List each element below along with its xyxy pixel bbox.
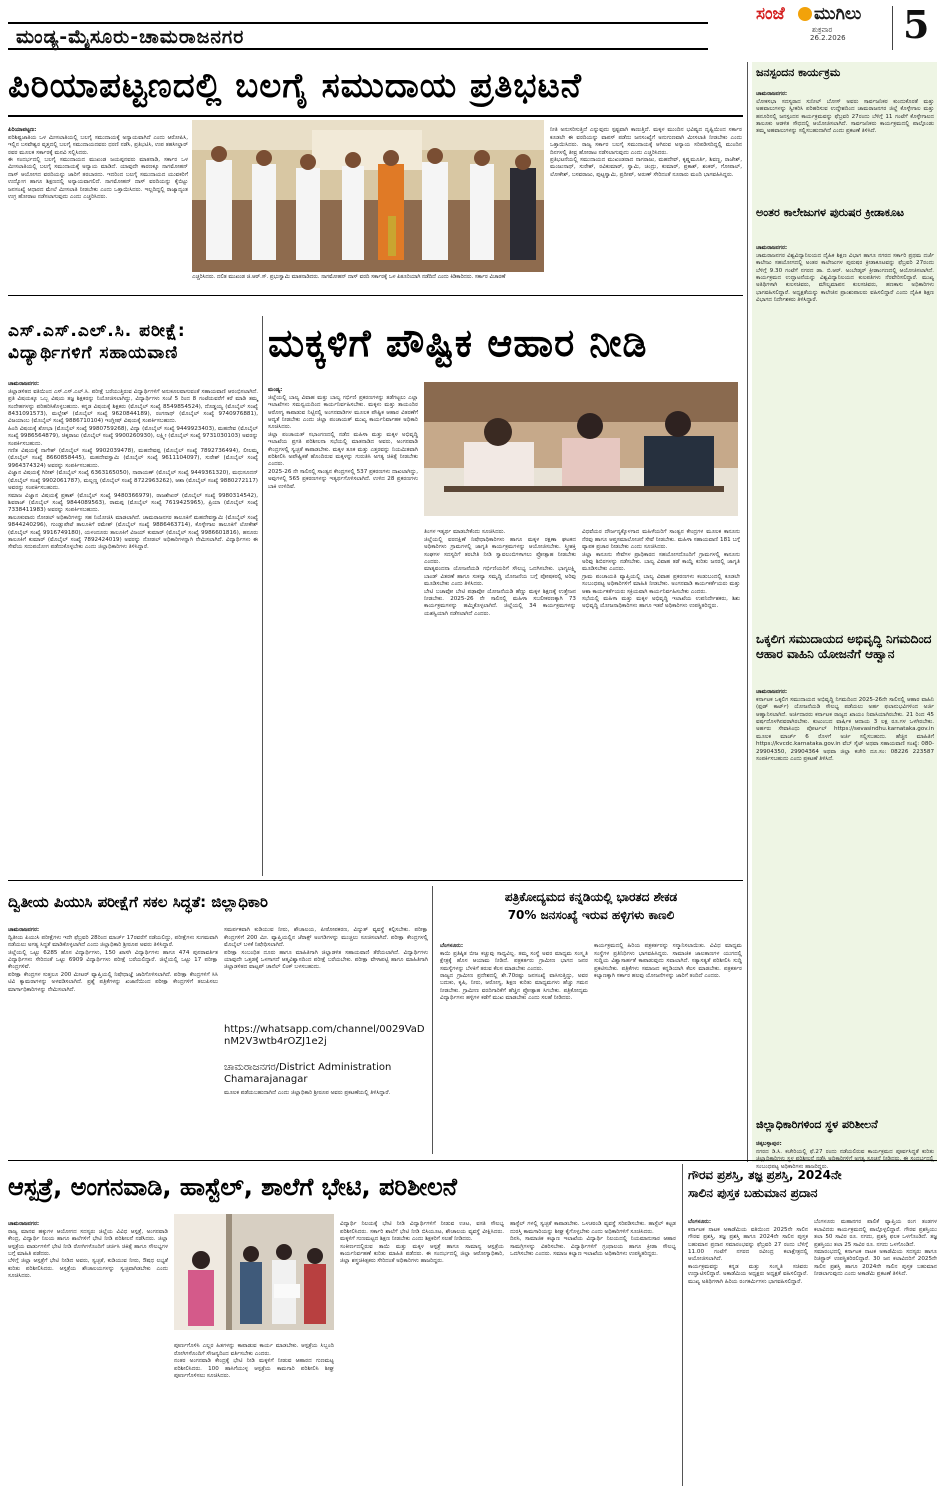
award-body-col1: ಬೆಂಗಳೂರು: ಕರ್ನಾಟಕ ನಾಟಕ ಅಕಾಡೆಮಿಯ ವತಿಯಿಂದ 2025ನೇ ಸಾಲಿನ ಗೌರವ ಪ್ರಶಸ್ತಿ, ತಜ್ಞ ಪ್ರಶಸ್ತಿ ಹಾಗೂ 2024ನೇ ಸಾಲಿನ ಪುಸ್ತಕ ಬಹುಮಾನ ಪ್ರದಾನ ಸಮಾರಂಭವನ್ನು ಫೆಬ್ರವರಿ 27 ರಂದು ಬೆಳಿಗ್ಗೆ 11.00 ಗಂಟೆಗೆ ನಗರದ ರವೀಂದ್ರ ಕಲಾಕ್ಷೇತ್ರದಲ್ಲಿ ಆಯೋಜಿಸಲಾಗಿದೆ. ಕಾರ್ಯಕ್ರಮವನ್ನು ಕನ್ನಡ ಮತ್ತು ಸಂಸ್ಕೃತಿ ಸಚಿವರು ಉದ್ಘಾಟಿಸಲಿದ್ದಾರೆ. ಅಕಾಡೆಮಿಯ ಅಧ್ಯಕ್ಷರು ಅಧ್ಯಕ್ಷತೆ ವಹಿಸಲಿದ್ದಾರೆ. ಮುಖ್ಯ ಅತಿಥಿಗಳಾಗಿ ಹಿರಿಯ ರಂಗಕರ್ಮಿಗಳು ಭಾಗವಹಿಸಲಿದ್ದಾರೆ.: [688, 1219, 808, 1285]
lead-photo: [192, 120, 544, 272]
award-body-col2: ಬೆಂಗಳೂರು ಮಹಾನಗರ ಪಾಲಿಕೆ ವ್ಯಾಪ್ತಿಯ ರಂಗ ತಂಡಗಳ ಕಲಾವಿದರು ಕಾರ್ಯಕ್ರಮದಲ್ಲಿ ಪಾಲ್ಗೊಳ್ಳಲಿದ್ದಾರೆ. ಗೌರವ ಪ್ರಶಸ್ತಿಯು ತಲಾ 50 ಸಾವಿರ ರೂ. ನಗದು, ಪ್ರಶಸ್ತಿ ಫಲಕ ಒಳಗೊಂಡಿದೆ. ತಜ್ಞ ಪ್ರಶಸ್ತಿಯು ತಲಾ 25 ಸಾವಿರ ರೂ. ನಗದು ಒಳಗೊಂಡಿದೆ. ಸಮಾರಂಭದಲ್ಲಿ ಕರ್ನಾಟಕ ನಾಟಕ ಅಕಾಡೆಮಿಯ ಸದಸ್ಯರು ಹಾಗೂ ರಿಜಿಸ್ಟ್ರಾರ್ ಉಪಸ್ಥಿತರಿರಲಿದ್ದಾರೆ. 30 ಜನ ಕಲಾವಿದರಿಗೆ 2025ನೇ ಸಾಲಿನ ಪ್ರಶಸ್ತಿ ಹಾಗೂ 2024ನೇ ಸಾಲಿನ ಪುಸ್ತಕ ಬಹುಮಾನ ನೀಡಲಾಗುವುದು ಎಂದು ಅಕಾಡೆಮಿ ಪ್ರಕಟಣೆ ತಿಳಿಸಿದೆ.: [814, 1219, 937, 1278]
masthead: [0, 0, 945, 58]
nutrition-body-col2: ತಿಂಗಳ ಇತ್ಯರ್ಥ ಮಾಡಬೇಕೆಂದು ಸೂಚಿಸಿದರು. ಜಿಲ್ಲೆಯಲ್ಲಿ ವರದಕ್ಷಿಣೆ ನಿಷೇಧಾಧಿಕಾರಿಗಳು ಹಾಗೂ ಮಕ್ಕಳ ರಕ್ಷಣಾ ಘಟಕದ ಅಧಿಕಾರಿಗಳು ಗ್ರಾಮಗಳಲ್ಲಿ ಜಾಗೃತಿ ಕಾರ್ಯಕ್ರಮಗಳನ್ನು ಆಯೋಜಿಸಬೇಕು. ಸ್ತ್ರೀಶಕ್ತಿ ಸಂಘಗಳ ಸದಸ್ಯರಿಗೆ ತರಬೇತಿ ನೀಡಿ ಸ್ವಾವಲಂಬಿಗಳಾಗಲು ಪ್ರೋತ್ಸಾಹ ನೀಡಬೇಕು ಎಂದರು. ಮಾತೃವಂದನಾ ಯೋಜನೆಯಡಿ ಗರ್ಭಿಣಿಯರಿಗೆ ಸೌಲಭ್ಯ ಒದಗಿಸಬೇಕು. ಭಾಗ್ಯಲಕ್ಷ್ಮಿ ಬಾಂಡ್ ವಿತರಣೆ ಹಾಗೂ ಸುಕನ್ಯಾ ಸಮೃದ್ಧಿ ಯೋಜನೆಯ ಬಗ್ಗೆ ಪೋಷಕರಲ್ಲಿ ಅರಿವು ಮೂಡಿಸಬೇಕು ಎಂದು ತಿಳಿಸಿದರು. ಬೇಟಿ ಬಚಾವೋ ಬೇಟಿ ಪಢಾವೋ ಯೋಜನೆಯಡಿ ಹೆಣ್ಣು ಮಕ್ಕಳ ಶಿಕ್ಷಣಕ್ಕೆ ಉತ್ತೇಜನ ನೀಡಬೇಕು. 2025-26 ನೇ ಸಾಲಿನಲ್ಲಿ ಮಹಿಳಾ ಸಬಲೀಕರಣಕ್ಕಾಗಿ 73 ಕಾರ್ಯಕ್ರಮಗಳನ್ನು ಹಮ್ಮಿಕೊಳ್ಳಲಾಗಿದೆ. ಜಿಲ್ಲೆಯಲ್ಲಿ 34 ಕಾರ್ಯಕ್ರಮಗಳನ್ನು ಯಶಸ್ವಿಯಾಗಿ ನಡೆಸಲಾಗಿದೆ ಎಂದರು.: [424, 529, 576, 617]
sslc-headline: ಎಸ್.ಎಸ್.ಎಲ್.ಸಿ. ಪರೀಕ್ಷೆ: ವಿದ್ಯಾರ್ಥಿಗಳಿಗೆ ಸಹಾಯವಾಣಿ: [8, 321, 186, 363]
hospital-photo: [174, 1214, 334, 1330]
middle-rule: [8, 880, 743, 881]
lead-body-left: ಪಿರಿಯಾಪಟ್ಟಣ: ಪರಿಶಿಷ್ಟಜಾತಿಯ ಒಳ ಮೀಸಲಾತಿಯಲ್ಲಿ ಬಲಗೈ ಸಮುದಾಯಕ್ಕೆ ಅನ್ಯಾಯವಾಗಿದೆ ಎಂದು ಆರೋಪಿಸಿ, ಇಲ್ಲಿನ ಬಸವೇಶ್ವರ ವೃತ್ತದಲ್ಲಿ ಬಲಗೈ ಸಮುದಾಯದವರು ಧರಣಿ ನಡೆಸಿ, ಪ್ರತಿಭಟಿಸಿ, ಉಪ ತಹಸೀಲ್ದಾರ್ ರವರ ಮೂಲಕ ಸರ್ಕಾರಕ್ಕೆ ಮನವಿ ಸಲ್ಲಿಸಿದರು. ಈ ಸಂದರ್ಭದಲ್ಲಿ ಬಲಗೈ ಸಮುದಾಯದ ಮುಖಂಡ ಜಯಪ್ಪನವರು ಮಾತನಾಡಿ, ಸರ್ಕಾರ ಒಳ ಮೀಸಲಾತಿಯಲ್ಲಿ ಬಲಗೈ ಸಮುದಾಯಕ್ಕೆ ಅನ್ಯಾಯ ಮಾಡಿದೆ. ಯಾವುದೇ ಕಾರಣಕ್ಕೂ ನಾಗಮೋಹನ್ ದಾಸ್ ಆಯೋಗದ ವರದಿಯನ್ನು ಜಾರಿಗೆ ತರಬಾರದು. ಇದರಿಂದ ಬಲಗೈ ಸಮುದಾಯದ ಯುವಕರಿಗೆ ಉದ್ಯೋಗ ಹಾಗೂ ಶಿಕ್ಷಣದಲ್ಲಿ ಅನ್ಯಾಯವಾಗಲಿದೆ. ನಾಗಮೋಹನ್ ದಾಸ್ ವರದಿಯನ್ನು ಕೈಬಿಟ್ಟು ಜನಸಂಖ್ಯೆ ಆಧಾರದ ಮೇಲೆ ಮೀಸಲಾತಿ ನೀಡಬೇಕು ಎಂದು ಒತ್ತಾಯಿಸಿದರು. ಇಲ್ಲದಿದ್ದಲ್ಲಿ ರಾಜ್ಯಾದ್ಯಂತ ಉಗ್ರ ಹೋರಾಟ ನಡೆಸಲಾಗುವುದು ಎಂದು ಎಚ್ಚರಿಸಿದರು.: [8, 127, 188, 201]
puc-divider: [432, 886, 433, 1154]
hospital-headline: ಆಸ್ಪತ್ರೆ, ಅಂಗನವಾಡಿ, ಹಾಸ್ಟೆಲ್, ಶಾಲೆಗೆ ಭೇಟಿ, ಪರಿಶೀಲನೆ: [8, 1173, 457, 1201]
janaspandana-body: ಚಾಮರಾಜನಗರ: ಲೋಕಸಭಾ ಸದಸ್ಯರಾದ ಸುನೀಲ್ ಬೋಸ್ ಅವರು ಸಾರ್ವಜನಿಕರ ಕುಂದುಕೊರತೆ ಮತ್ತು ಅಹವಾಲುಗಳನ್ನು ಸ್ವೀಕರಿಸಿ ಪರಿಹರಿಸುವ ಉದ್ದೇಶದಿಂದ ಚಾಮರಾಜನಗರ ಜಿಲ್ಲೆ ಕೊಳ್ಳೇಗಾಲ ಮತ್ತು ಹನೂರಿನಲ್ಲಿ ಜನಸ್ಪಂದನ ಕಾರ್ಯಕ್ರಮವನ್ನು ಫೆಬ್ರವರಿ 27ರಂದು ಬೆಳಿಗ್ಗೆ 11 ಗಂಟೆಗೆ ಕೊಳ್ಳೇಗಾಲದ ತಾಲೂಕು ಆಡಳಿತ ಸೌಧದಲ್ಲಿ ಆಯೋಜಿಸಲಾಗಿದೆ. ಸಾರ್ವಜನಿಕರು ಕಾರ್ಯಕ್ರಮದಲ್ಲಿ ಪಾಲ್ಗೊಂಡು ತಮ್ಮ ಅಹವಾಲುಗಳನ್ನು ಸಲ್ಲಿಸಬಹುದಾಗಿದೆ ಎಂದು ಪ್ರಕಟಣೆ ತಿಳಿಸಿದೆ.: [756, 91, 934, 135]
hospital-body-col4: ಹಾಸ್ಟೆಲ್ ಗಳಲ್ಲಿ ಸ್ವಚ್ಛತೆ ಕಾಪಾಡಬೇಕು. ಒಳಚರಂಡಿ ವ್ಯವಸ್ಥೆ ಸರಿಪಡಿಸಬೇಕು. ಹಾಸ್ಟೆಲ್ ಕಟ್ಟಡ ದುರಸ್ತಿ ಕಾಮಗಾರಿಯನ್ನು ಶೀಘ್ರ ಕೈಗೊಳ್ಳಬೇಕು ಎಂದು ಅಧಿಕಾರಿಗಳಿಗೆ ಸೂಚಿಸಿದರು. ದಿನಸಿ, ಸಾಮಾಜಿಕ ಕಲ್ಯಾಣ ಇಲಾಖೆಯ ವಿದ್ಯಾರ್ಥಿ ನಿಲಯದಲ್ಲಿ ನಿಯಮಾನುಸಾರ ಆಹಾರ ಸಾಮಗ್ರಿಗಳನ್ನು ವಿತರಿಸಬೇಕು. ವಿದ್ಯಾರ್ಥಿಗಳಿಗೆ ಗ್ರಂಥಾಲಯ ಹಾಗೂ ಕ್ರೀಡಾ ಸೌಲಭ್ಯ ಒದಗಿಸಬೇಕು ಎಂದರು. ಸಮಾಜ ಕಲ್ಯಾಣ ಇಲಾಖೆಯ ಅಧಿಕಾರಿಗಳು ಉಪಸ್ಥಿತರಿದ್ದರು.: [510, 1221, 676, 1258]
page-number: 5: [903, 2, 930, 47]
sidebar-divider: [747, 62, 748, 1162]
lead-body-right: ನೀತಿ ಅನುಸರಿಸುತ್ತಿದೆ ಎನ್ನುವುದು ಸ್ಪಷ್ಟವಾಗಿ ಕಾಣುತ್ತಿದೆ. ಮಕ್ಕಳ ಮುಂದಿನ ಭವಿಷ್ಯದ ದೃಷ್ಟಿಯಿಂದ ಸರ್ಕಾರ ಕೂಡಲೇ ಈ ವರದಿಯನ್ನು ವಾಪಸ್ ಪಡೆದು ಜನಸಂಖ್ಯೆಗೆ ಅನುಗುಣವಾಗಿ ಮೀಸಲಾತಿ ನೀಡಬೇಕು ಎಂದು ಒತ್ತಾಯಿಸಿದರು. ರಾಜ್ಯ ಸರ್ಕಾರ ಬಲಗೈ ಸಮುದಾಯಕ್ಕೆ ಆಗಿರುವ ಅನ್ಯಾಯ ಸರಿಪಡಿಸದಿದ್ದಲ್ಲಿ ಮುಂದಿನ ದಿನಗಳಲ್ಲಿ ತೀವ್ರ ಹೋರಾಟ ನಡೆಸಲಾಗುವುದು ಎಂದು ಎಚ್ಚರಿಸಿದರು. ಪ್ರತಿಭಟನೆಯಲ್ಲಿ ಸಮುದಾಯದ ಮುಖಂಡರಾದ ನಾಗರಾಜು, ಮಹದೇವ್, ಕೃಷ್ಣಮೂರ್ತಿ, ಶಿವಣ್ಣ, ರಾಜೇಶ್, ಮಂಜುನಾಥ್, ಸುರೇಶ್, ರವಿಕುಮಾರ್, ಸ್ವಾಮಿ, ಚಂದ್ರು, ಕುಮಾರ್, ಪ್ರಕಾಶ್, ಶಂಕರ್, ಗೋಪಾಲ್, ಲೋಕೇಶ್, ಬಸವರಾಜು, ಪುಟ್ಟಸ್ವಾಮಿ, ಪ್ರದೀಪ್, ಅರುಣ್ ಸೇರಿದಂತೆ ನೂರಾರು ಮಂದಿ ಭಾಗವಹಿಸಿದ್ದರು.: [550, 127, 742, 178]
issue-day: ಶುಕ್ರವಾರ: [812, 26, 833, 34]
collector-body: ಚಿಕ್ಕಬಳ್ಳಾಪುರ: ನಗರದ ಡಿ.ಸಿ. ಕಚೇರಿಯಲ್ಲಿ ಫೆ.27 ರಂದು ನಡೆಯಲಿರುವ ಕಾರ್ಯಕ್ರಮದ ಪೂರ್ವಸಿದ್ಧತೆ ಕುರಿತು ಸಂಬಂಧಪಟ್ಟ ಅಧಿಕಾರಿಗಳು ಹಾಜರಿದ್ದರು.: [756, 1141, 934, 1170]
college-sports-body: ಚಾಮರಾಜನಗರ: ಚಾಮರಾಜನಗರ ವಿಶ್ವವಿದ್ಯಾನಿಲಯದ ದೈಹಿಕ ಶಿಕ್ಷಣ ವಿಭಾಗ ಹಾಗೂ ನಗರದ ಸರ್ಕಾರಿ ಪ್ರಥಮ ದರ್ಜೆ ಕಾಲೇಜು ಸಹಯೋಗದಲ್ಲಿ ಅಂತರ ಕಾಲೇಜುಗಳ ಪುರುಷರ ಕ್ರೀಡಾಕೂಟವನ್ನು ಫೆಬ್ರವರಿ 27ರಂದು ಬೆಳಿಗ್ಗೆ 9.30 ಗಂಟೆಗೆ ನಗರದ ಡಾ. ಬಿ.ಆರ್. ಅಂಬೇಡ್ಕರ್ ಕ್ರೀಡಾಂಗಣದಲ್ಲಿ ಆಯೋಜಿಸಲಾಗಿದೆ. ಕಾರ್ಯಕ್ರಮದ ಉದ್ಘಾಟನೆಯನ್ನು ವಿಶ್ವವಿದ್ಯಾನಿಲಯದ ಕುಲಪತಿಗಳು ನೆರವೇರಿಸಲಿದ್ದಾರೆ. ಮುಖ್ಯ ಅತಿಥಿಗಳಾಗಿ ಕುಲಸಚಿವರು, ಮೌಲ್ಯಮಾಪನ ಕುಲಸಚಿವರು, ಹಣಕಾಸು ಅಧಿಕಾರಿಗಳು ಭಾಗವಹಿಸಲಿದ್ದಾರೆ. ಅಧ್ಯಕ್ಷತೆಯನ್ನು ಕಾಲೇಜಿನ ಪ್ರಾಂಶುಪಾಲರು ವಹಿಸಲಿದ್ದಾರೆ ಎಂದು ದೈಹಿಕ ಶಿಕ್ಷಣ ವಿಭಾಗದ ನಿರ್ದೇಶಕರು ತಿಳಿಸಿದ್ದಾರೆ.: [756, 245, 934, 304]
bottom-section-rule: [8, 1160, 937, 1161]
puc-body-col2: ಸಮರ್ಪಕವಾಗಿ ಕುಡಿಯುವ ನೀರು, ಶೌಚಾಲಯ, ಪೀಠೋಪಕರಣ, ವಿದ್ಯುತ್ ವ್ಯವಸ್ಥೆ ಕಲ್ಪಿಸಬೇಕು. ಪರೀಕ್ಷಾ ಕೇಂದ್ರಗಳಿಗೆ 200 ಮೀ. ವ್ಯಾಪ್ತಿಯಲ್ಲಿನ ಜೆರಾಕ್ಸ್ ಅಂಗಡಿಗಳನ್ನು ಮುಚ್ಚಲು ಸೂಚಿಸಲಾಗಿದೆ. ಪರೀಕ್ಷಾ ಕೇಂದ್ರಗಳಲ್ಲಿ ಮೊಬೈಲ್ ಬಳಕೆ ನಿಷೇಧಿಸಲಾಗಿದೆ. ಪರೀಕ್ಷಾ ಸಂಬಂಧಿತ ದೂರು ಹಾಗೂ ಮಾಹಿತಿಗಾಗಿ ಜಿಲ್ಲಾಡಳಿತ ಸಹಾಯವಾಣಿ ತೆರೆಯಲಾಗಿದೆ. ವಿದ್ಯಾರ್ಥಿಗಳು ಯಾವುದೇ ಒತ್ತಡಕ್ಕೆ ಒಳಗಾಗದೆ ಆತ್ಮವಿಶ್ವಾಸದಿಂದ ಪರೀಕ್ಷೆ ಬರೆಯಬೇಕು. ಪರೀಕ್ಷಾ ವೇಳಾಪಟ್ಟಿ ಹಾಗೂ ಮಾಹಿತಿಗಾಗಿ ಜಿಲ್ಲಾಡಳಿತದ ವಾಟ್ಸಪ್ ಚಾನೆಲ್ ಲಿಂಕ್ ಬಳಸಬಹುದು.: [224, 927, 428, 971]
ration-body: ಚಾಮರಾಜನಗರ: ಕರ್ನಾಟಕ ಒಕ್ಕಲಿಗ ಸಮುದಾಯದ ಅಭಿವೃದ್ಧಿ ನಿಗಮದಿಂದ 2025-26ನೇ ಸಾಲಿನಲ್ಲಿ ಆಹಾರ ವಾಹಿನಿ (ಫುಡ್ ಕಾರ್ಟ್) ಯೋಜನೆಯಡಿ ಸೌಲಭ್ಯ ಪಡೆಯಲು ಅರ್ಹ ಫಲಾನುಭವಿಗಳಿಂದ ಅರ್ಜಿ ಆಹ್ವಾನಿಸಲಾಗಿದೆ. ಅರ್ಜಿದಾರರು ಕರ್ನಾಟಕ ರಾಜ್ಯದ ಖಾಯಂ ನಿವಾಸಿಯಾಗಿರಬೇಕು. 21 ರಿಂದ 45 ವರ್ಷದೊಳಗಿನವರಾಗಿರಬೇಕು. ಕುಟುಂಬದ ವಾರ್ಷಿಕ ಆದಾಯ 3 ಲಕ್ಷ ರೂ.ಗಳ ಒಳಗಿರಬೇಕು. ಅರ್ಹರು ಸೇವಾಸಿಂಧು ಪೋರ್ಟಲ್ https://sevasindhu.karnataka.gov.in ಮೂಲಕ ಮಾರ್ಚ್ 6 ರೊಳಗೆ ಅರ್ಜಿ ಸಲ್ಲಿಸಬಹುದು. ಹೆಚ್ಚಿನ ಮಾಹಿತಿಗೆ https://kvcdc.karnataka.gov.in ವೆಬ್ ಸೈಟ್ ಅಥವಾ ಸಹಾಯವಾಣಿ ಸಂಖ್ಯೆ: 080-29904350, 29904364 ಅಥವಾ ಜಿಲ್ಲಾ ಕಚೇರಿ ದೂ.ಸಂ: 08226 223587 ಸಂಪರ್ಕಿಸಬಹುದು ಎಂದು ಪ್ರಕಟಣೆ ತಿಳಿಸಿದೆ.: [756, 689, 934, 763]
collector-heading: ಜಿಲ್ಲಾಧಿಕಾರಿಗಳಿಂದ ಸ್ಥಳ ಪರಿಶೀಲನೆ: [756, 1118, 878, 1131]
lead-headline: ಪಿರಿಯಾಪಟ್ಟಣದಲ್ಲಿ ಬಲಗೈ ಸಮುದಾಯ ಪ್ರತಿಭಟನೆ: [8, 66, 582, 106]
nutrition-body-col1: ಮಂಡ್ಯ: ಜಿಲ್ಲೆಯಲ್ಲಿ ಬಾಲ್ಯ ವಿವಾಹ ಮತ್ತು ಬಾಲ್ಯ ಗರ್ಭಿಣಿ ಪ್ರಕರಣಗಳನ್ನು ತಡೆಗಟ್ಟಲು ಎಲ್ಲಾ ಇಲಾಖೆಗಳು ಸಮನ್ವಯದಿಂದ ಕಾರ್ಯನಿರ್ವಹಿಸಬೇಕು. ಮಕ್ಕಳು ಮತ್ತು ತಾಯಂದಿರ ಆರೋಗ್ಯ ಕಾಪಾಡುವ ನಿಟ್ಟಿನಲ್ಲಿ ಅಂಗನವಾಡಿಗಳ ಮೂಲಕ ಪೌಷ್ಟಿಕ ಆಹಾರ ವಿತರಣೆಗೆ ಆದ್ಯತೆ ನೀಡಬೇಕು ಎಂದು ಜಿಲ್ಲಾ ಪಂಚಾಯತ್ ಮುಖ್ಯ ಕಾರ್ಯನಿರ್ವಾಹಕ ಅಧಿಕಾರಿ ಸೂಚಿಸಿದರು. ಜಿಲ್ಲಾ ಪಂಚಾಯತ್ ಸಭಾಂಗಣದಲ್ಲಿ ನಡೆದ ಮಹಿಳಾ ಮತ್ತು ಮಕ್ಕಳ ಅಭಿವೃದ್ಧಿ ಇಲಾಖೆಯ ಪ್ರಗತಿ ಪರಿಶೀಲನಾ ಸಭೆಯಲ್ಲಿ ಮಾತನಾಡಿದ ಅವರು, ಅಂಗನವಾಡಿ ಕೇಂದ್ರಗಳಲ್ಲಿ ಸ್ವಚ್ಛತೆ ಕಾಪಾಡಬೇಕು. ಮಕ್ಕಳ ತೂಕ ಮತ್ತು ಎತ್ತರವನ್ನು ನಿಯಮಿತವಾಗಿ ಪರಿಶೀಲಿಸಿ ಅಪೌಷ್ಟಿಕತೆ ಹೊಂದಿರುವ ಮಕ್ಕಳನ್ನು ಗುರುತಿಸಿ ಅಗತ್ಯ ಚಿಕಿತ್ಸೆ ನೀಡಬೇಕು ಎಂದರು. 2025-26 ನೇ ಸಾಲಿನಲ್ಲಿ ಸಾಂತ್ವನ ಕೇಂದ್ರಗಳಲ್ಲಿ 537 ಪ್ರಕರಣಗಳು ದಾಖಲಾಗಿದ್ದು, ಅವುಗಳಲ್ಲಿ 565 ಪ್ರಕರಣಗಳನ್ನು ಇತ್ಯರ್ಥಗೊಳಿಸಲಾಗಿದೆ. ಉಳಿದ 28 ಪ್ರಕರಣಗಳು ಬಾಕಿ ಉಳಿದಿವೆ.: [268, 387, 418, 490]
hospital-body-col3: ವಿದ್ಯಾರ್ಥಿ ನಿಲಯಕ್ಕೆ ಭೇಟಿ ನೀಡಿ ವಿದ್ಯಾರ್ಥಿಗಳಿಗೆ ನೀಡುವ ಊಟ, ವಸತಿ ಸೌಲಭ್ಯ ಪರಿಶೀಲಿಸಿದರು. ಸರ್ಕಾರಿ ಶಾಲೆಗೆ ಭೇಟಿ ನೀಡಿ ಬಿಸಿಯೂಟ, ಶೌಚಾಲಯ ವ್ಯವಸ್ಥೆ ವೀಕ್ಷಿಸಿದರು. ಮಕ್ಕಳಿಗೆ ಗುಣಮಟ್ಟದ ಶಿಕ್ಷಣ ನೀಡಬೇಕು ಎಂದು ಶಿಕ್ಷಕರಿಗೆ ಸಲಹೆ ನೀಡಿದರು. ಸಂಕೀರ್ಣದಲ್ಲಿರುವ ತಾಯಿ ಮತ್ತು ಮಕ್ಕಳ ಆಸ್ಪತ್ರೆ ಹಾಗೂ ಸಾಮಾನ್ಯ ಆಸ್ಪತ್ರೆಯ ಕಾರ್ಯನಿರ್ವಹಣೆ ಕುರಿತು ಮಾಹಿತಿ ಪಡೆದರು. ಈ ಸಂದರ್ಭದಲ್ಲಿ ಜಿಲ್ಲಾ ಆರೋಗ್ಯಾಧಿಕಾರಿ, ಜಿಲ್ಲಾ ಶಸ್ತ್ರಚಿಕಿತ್ಸಕರು ಸೇರಿದಂತೆ ಅಧಿಕಾರಿಗಳು ಹಾಜರಿದ್ದರು.: [340, 1221, 504, 1265]
janaspandana-heading: ಜನಸ್ಪಂದನ ಕಾರ್ಯಕ್ರಮ: [756, 66, 841, 79]
nutrition-photo: [424, 382, 738, 516]
lead-rule: [8, 115, 743, 117]
science-body-col1: ಬೆಂಗಳೂರು: ಕಾಯಿ ಪ್ರತಿಷ್ಠಿತ ಬೀಜ ಕಚ್ಚುವು ಸಾಧ್ಯವಿಲ್ಲ. ತಮ್ಮ ಸಂಸ್ಥೆ ಅವರ ಮಾಧ್ಯಮ ಸಂಸ್ಕೃತಿ ಕ್ಷೇತ್ರಕ್ಕೆ ಹೊಸ ಆಯಾಮ ನೀಡಿದೆ. ಪತ್ರಕರ್ತರು ಗ್ರಾಮೀಣ ಭಾಗದ ಜನರ ಸಮಸ್ಯೆಗಳನ್ನು ಬೆಳಕಿಗೆ ತರುವ ಕೆಲಸ ಮಾಡಬೇಕು ಎಂದರು. ರಾಜ್ಯದ ಗ್ರಾಮೀಣ ಪ್ರದೇಶದಲ್ಲಿ ಶೇ.70ರಷ್ಟು ಜನಸಂಖ್ಯೆ ವಾಸಿಸುತ್ತಿದ್ದು, ಅವರ ಬದುಕು, ಕೃಷಿ, ನೀರು, ಆರೋಗ್ಯ, ಶಿಕ್ಷಣ ಕುರಿತು ಮಾಧ್ಯಮಗಳು ಹೆಚ್ಚು ಗಮನ ನೀಡಬೇಕು. ಗ್ರಾಮೀಣ ವರದಿಗಾರಿಕೆಗೆ ಹೆಚ್ಚಿನ ಪ್ರೋತ್ಸಾಹ ಸಿಗಬೇಕು. ಪತ್ರಿಕೋದ್ಯಮ ವಿದ್ಯಾರ್ಥಿಗಳು ಹಳ್ಳಿಗಳ ಕಡೆಗೆ ಮುಖ ಮಾಡಬೇಕು ಎಂದು ಸಲಹೆ ನೀಡಿದರು.: [440, 943, 588, 1002]
nutrition-body-col3: ವಿಧವೆಯರ ದೌರ್ಜನ್ಯಕ್ಕೊಳಗಾದ ಮಹಿಳೆಯರಿಗೆ ಸಾಂತ್ವನ ಕೇಂದ್ರಗಳ ಮೂಲಕ ಕಾನೂನು ನೆರವು ಹಾಗೂ ಆಪ್ತಸಮಾಲೋಚನೆ ಸೇವೆ ನೀಡಬೇಕು. ಮಹಿಳಾ ಸಹಾಯವಾಣಿ 181 ಬಗ್ಗೆ ವ್ಯಾಪಕ ಪ್ರಚಾರ ನೀಡಬೇಕು ಎಂದು ಸೂಚಿಸಿದರು. ಜಿಲ್ಲಾ ಕಾನೂನು ಸೇವೆಗಳ ಪ್ರಾಧಿಕಾರದ ಸಹಯೋಗದೊಂದಿಗೆ ಗ್ರಾಮಗಳಲ್ಲಿ ಕಾನೂನು ಅರಿವು ಶಿಬಿರಗಳನ್ನು ನಡೆಸಬೇಕು. ಬಾಲ್ಯ ವಿವಾಹ ತಡೆ ಕಾಯ್ದೆ ಕುರಿತು ಜನರಲ್ಲಿ ಜಾಗೃತಿ ಮೂಡಿಸಬೇಕು ಎಂದರು. ಗ್ರಾಮ ಪಂಚಾಯತಿ ವ್ಯಾಪ್ತಿಯಲ್ಲಿ ಬಾಲ್ಯ ವಿವಾಹ ಪ್ರಕರಣಗಳು ಕಂಡುಬಂದಲ್ಲಿ ಕೂಡಲೇ ಸಂಬಂಧಪಟ್ಟ ಅಧಿಕಾರಿಗಳಿಗೆ ಮಾಹಿತಿ ನೀಡಬೇಕು. ಅಂಗನವಾಡಿ ಕಾರ್ಯಕರ್ತೆಯರು ಮತ್ತು ಆಶಾ ಕಾರ್ಯಕರ್ತೆಯರು ಸಕ್ರಿಯವಾಗಿ ಕಾರ್ಯನಿರ್ವಹಿಸಬೇಕು ಎಂದರು. ಸಭೆಯಲ್ಲಿ ಮಹಿಳಾ ಮತ್ತು ಮಕ್ಕಳ ಅಭಿವೃದ್ಧಿ ಇಲಾಖೆಯ ಉಪನಿರ್ದೇಶಕರು, ಶಿಶು ಅಭಿವೃದ್ಧಿ ಯೋಜನಾಧಿಕಾರಿಗಳು ಹಾಗೂ ಇತರೆ ಅಧಿಕಾರಿಗಳು ಉಪಸ್ಥಿತರಿದ್ದರು.: [582, 529, 740, 610]
puc-headline: ದ್ವಿತೀಯ ಪಿಯುಸಿ ಪರೀಕ್ಷೆಗೆ ಸಕಲ ಸಿದ್ಧತೆ: ಜಿಲ್ಲಾಧಿಕಾರಿ: [8, 893, 268, 911]
logo-mugilu: ಮುಗಿಲು: [814, 4, 862, 24]
puc-closing: ಮೂಲಕ ಪಡೆಯಬಹುದಾಗಿದೆ ಎಂದು ಜಿಲ್ಲಾಧಿಕಾರಿ ಶ್ರೀರೂಪ ಅವರು ಪ್ರಕಟಣೆಯಲ್ಲಿ ತಿಳಿಸಿದ್ದಾರೆ.: [224, 1090, 391, 1096]
science-body-col2: ಕಾರ್ಯಕ್ರಮದಲ್ಲಿ ಹಿರಿಯ ಪತ್ರಕರ್ತರನ್ನು ಸನ್ಮಾನಿಸಲಾಯಿತು. ವಿವಿಧ ಮಾಧ್ಯಮ ಸಂಸ್ಥೆಗಳ ಪ್ರತಿನಿಧಿಗಳು ಭಾಗವಹಿಸಿದ್ದರು. ಸಾಮಾಜಿಕ ಜಾಲತಾಣಗಳ ಯುಗದಲ್ಲಿ ಸುದ್ದಿಯ ವಿಶ್ವಾಸಾರ್ಹತೆ ಕಾಪಾಡುವುದು ಸವಾಲಾಗಿದೆ. ಸತ್ಯಾಸತ್ಯತೆ ಪರಿಶೀಲಿಸಿ ಸುದ್ದಿ ಪ್ರಕಟಿಸಬೇಕು. ಪತ್ರಿಕೆಗಳು ಸಮಾಜದ ಕನ್ನಡಿಯಾಗಿ ಕೆಲಸ ಮಾಡಬೇಕು. ಪತ್ರಕರ್ತರ ಕಲ್ಯಾಣಕ್ಕಾಗಿ ಸರ್ಕಾರ ಹಲವು ಯೋಜನೆಗಳನ್ನು ಜಾರಿಗೆ ತಂದಿದೆ ಎಂದರು.: [594, 943, 742, 980]
science-headline: ಪತ್ರಿಕೋದ್ಯಮದ ಕನ್ನಡಿಯಲ್ಲಿ ಭಾರತದ ಶೇಕಡ 70% ಜನಸಂಖ್ಯೆ ಇರುವ ಹಳ್ಳಿಗಳು ಕಾಣಲಿ: [504, 890, 678, 922]
hospital-body-col1: ಚಾಮರಾಜನಗರ: ರಾಜ್ಯ ಮಾನವ ಹಕ್ಕುಗಳ ಆಯೋಗದ ಸದಸ್ಯರು ಜಿಲ್ಲೆಯ ವಿವಿಧ ಆಸ್ಪತ್ರೆ, ಅಂಗನವಾಡಿ ಕೇಂದ್ರ, ವಿದ್ಯಾರ್ಥಿ ನಿಲಯ ಹಾಗೂ ಶಾಲೆಗಳಿಗೆ ಭೇಟಿ ನೀಡಿ ಪರಿಶೀಲನೆ ನಡೆಸಿದರು. ಜಿಲ್ಲಾ ಆಸ್ಪತ್ರೆಯ ವಾರ್ಡುಗಳಿಗೆ ಭೇಟಿ ನೀಡಿ ರೋಗಿಗಳೊಂದಿಗೆ ಚರ್ಚಿಸಿ ಚಿಕಿತ್ಸೆ ಹಾಗೂ ಸೌಲಭ್ಯಗಳ ಬಗ್ಗೆ ಮಾಹಿತಿ ಪಡೆದರು. ಬೆಳಿಗ್ಗೆ ಜಿಲ್ಲಾ ಆಸ್ಪತ್ರೆಗೆ ಭೇಟಿ ನೀಡಿದ ಅವರು, ಸ್ವಚ್ಛತೆ, ಕುಡಿಯುವ ನೀರು, ಔಷಧ ಲಭ್ಯತೆ ಕುರಿತು ಪರಿಶೀಲಿಸಿದರು. ಆಸ್ಪತ್ರೆಯ ಶೌಚಾಲಯಗಳನ್ನು ಸ್ವಚ್ಛವಾಗಿಡಬೇಕು ಎಂದು ಸೂಚಿಸಿದರು.: [8, 1221, 168, 1280]
puc-body-col1: ಚಾಮರಾಜನಗರ: ದ್ವಿತೀಯ ಪಿಯುಸಿ ಪರೀಕ್ಷೆಗಳು ಇದೇ ಫೆಬ್ರವರಿ 28ರಿಂದ ಮಾರ್ಚ್ 17ರವರೆಗೆ ನಡೆಯಲಿದ್ದು, ಪರೀಕ್ಷೆಗಳು ಸುಗಮವಾಗಿ ನಡೆಯಲು ಅಗತ್ಯ ಸಿದ್ಧತೆ ಮಾಡಿಕೊಳ್ಳಲಾಗಿದೆ ಎಂದು ಜಿಲ್ಲಾಧಿಕಾರಿ ಶ್ರೀರೂಪ ಅವರು ತಿಳಿಸಿದ್ದಾರೆ. ಜಿಲ್ಲೆಯಲ್ಲಿ ಒಟ್ಟು 6285 ಹೊಸ ವಿದ್ಯಾರ್ಥಿಗಳು, 150 ಖಾಸಗಿ ವಿದ್ಯಾರ್ಥಿಗಳು ಹಾಗೂ 474 ಪುನರಾವರ್ತಿತ ವಿದ್ಯಾರ್ಥಿಗಳು ಸೇರಿದಂತೆ ಒಟ್ಟು 6909 ವಿದ್ಯಾರ್ಥಿಗಳು ಪರೀಕ್ಷೆ ಬರೆಯಲಿದ್ದಾರೆ. ಜಿಲ್ಲೆಯಲ್ಲಿ ಒಟ್ಟು 17 ಪರೀಕ್ಷಾ ಕೇಂದ್ರಗಳಿವೆ. ಪರೀಕ್ಷಾ ಕೇಂದ್ರಗಳ ಸುತ್ತಲೂ 200 ಮೀಟರ್ ವ್ಯಾಪ್ತಿಯಲ್ಲಿ ನಿಷೇಧಾಜ್ಞೆ ಜಾರಿಗೊಳಿಸಲಾಗಿದೆ. ಪರೀಕ್ಷಾ ಕೇಂದ್ರಗಳಿಗೆ ಸಿಸಿ ಟಿವಿ ಕ್ಯಾಮರಾಗಳನ್ನು ಅಳವಡಿಸಲಾಗಿದೆ. ಪ್ರಶ್ನೆ ಪತ್ರಿಕೆಗಳನ್ನು ಖಜಾನೆಯಿಂದ ಪರೀಕ್ಷಾ ಕೇಂದ್ರಗಳಿಗೆ ತಲುಪಿಸಲು ಮಾರ್ಗಾಧಿಕಾರಿಗಳನ್ನು ನೇಮಿಸಲಾಗಿದೆ.: [8, 927, 218, 993]
issue-date: 26.2.2026: [810, 34, 846, 42]
lead-bottom-rule: [8, 295, 743, 296]
hospital-divider: [682, 1164, 683, 1486]
nutrition-photo-illustration: [424, 382, 738, 516]
lead-photo-illustration: [192, 120, 544, 272]
sslc-body: ಚಾಮರಾಜನಗರ: ಜಿಲ್ಲಾಡಳಿತದ ವತಿಯಿಂದ ಎಸ್.ಎಸ್.ಎಲ್.ಸಿ. ಪರೀಕ್ಷೆ ಬರೆಯುತ್ತಿರುವ ವಿದ್ಯಾರ್ಥಿಗಳಿಗೆ ಅನುಕೂಲವಾಗುವಂತೆ ಸಹಾಯವಾಣಿ ಆರಂಭಿಸಲಾಗಿದೆ. ಪ್ರತಿ ವಿಷಯಕ್ಕೂ ಒಬ್ಬ ವಿಷಯ ತಜ್ಞ ಶಿಕ್ಷಕರನ್ನು ನಿಯೋಜಿಸಲಾಗಿದ್ದು, ವಿದ್ಯಾರ್ಥಿಗಳು ಸಂಜೆ 5 ರಿಂದ 8 ಗಂಟೆಯವರೆಗೆ ಕರೆ ಮಾಡಿ ತಮ್ಮ ಸಂದೇಹಗಳನ್ನು ಪರಿಹರಿಸಿಕೊಳ್ಳಬಹುದು. ಕನ್ನಡ ವಿಷಯಕ್ಕೆ ಶಿಕ್ಷಕರು (ಮೊಬೈಲ್ ಸಂಖ್ಯೆ 8549854524), ದೊಡ್ಡಯ್ಯ (ಮೊಬೈಲ್ ಸಂಖ್ಯೆ 8431091573), ಮಲ್ಲೇಶ್ (ಮೊಬೈಲ್ ಸಂಖ್ಯೆ 9620844189), ರಂಗನಾಥ್ (ಮೊಬೈಲ್ ಸಂಖ್ಯೆ 9740976881), ವಿಜಯಾಂಬ (ಮೊಬೈಲ್ ಸಂಖ್ಯೆ 9886710104) ಇಂಗ್ಲೀಷ್ ವಿಷಯಕ್ಕೆ ಸಂಪರ್ಕಿಸಬಹುದು. ಹಿಂದಿ ವಿಷಯಕ್ಕೆ ಶೋಭಾ (ಮೊಬೈಲ್ ಸಂಖ್ಯೆ 9980759268), ವಿದ್ಯಾ (ಮೊಬೈಲ್ ಸಂಖ್ಯೆ 9449923403), ಮಹದೇವ (ಮೊಬೈಲ್ ಸಂಖ್ಯೆ 9986564879), ಚಿಕ್ಕರಾಜು (ಮೊಬೈಲ್ ಸಂಖ್ಯೆ 9900260930), ಲಕ್ಷ್ಮೀ (ಮೊಬೈಲ್ ಸಂಖ್ಯೆ 9731030103) ಅವರನ್ನು ಸಂಪರ್ಕಿಸಬಹುದು. ಗಣಿತ ವಿಷಯಕ್ಕೆ ನಾಗೇಶ್ (ಮೊಬೈಲ್ ಸಂಖ್ಯೆ 9902039478), ಮಹದೇವಪ್ಪ (ಮೊಬೈಲ್ ಸಂಖ್ಯೆ 7892736494), ಲೀಲಮ್ಮ (ಮೊಬೈಲ್ ಸಂಖ್ಯೆ 8660858445), ಮಹದೇವಸ್ವಾಮಿ (ಮೊಬೈಲ್ ಸಂಖ್ಯೆ 9611104097), ಸುರೇಶ್ (ಮೊಬೈಲ್ ಸಂಖ್ಯೆ 9964374324) ಅವರನ್ನು ಸಂಪರ್ಕಿಸಬಹುದು. ವಿಜ್ಞಾನ ವಿಷಯಕ್ಕೆ ಗಿರೀಶ್ (ಮೊಬೈಲ್ ಸಂಖ್ಯೆ 6363165050), ನಾರಾಯಣ್ (ಮೊಬೈಲ್ ಸಂಖ್ಯೆ 9449361320), ಮಧುಸೂದನ್ (ಮೊಬೈಲ್ ಸಂಖ್ಯೆ 9902061787), ಮಲ್ಲಣ್ಣ (ಮೊಬೈಲ್ ಸಂಖ್ಯೆ 8722963262), ಆಶಾ (ಮೊಬೈಲ್ ಸಂಖ್ಯೆ 9880272117) ಅವರನ್ನು ಸಂಪರ್ಕಿಸಬಹುದು. ಸಮಾಜ ವಿಜ್ಞಾನ ವಿಷಯಕ್ಕೆ ಪ್ರಕಾಶ್ (ಮೊಬೈಲ್ ಸಂಖ್ಯೆ 9480366979), ರಾಜಶೇಖರ್ (ಮೊಬೈಲ್ ಸಂಖ್ಯೆ 9980314542), ಶಿವರಾಜ್ (ಮೊಬೈಲ್ ಸಂಖ್ಯೆ 9844089563), ರಾಮಪ್ಪ (ಮೊಬೈಲ್ ಸಂಖ್ಯೆ 7619425965), ಪ್ರಿಯಾ (ಮೊಬೈಲ್ ಸಂಖ್ಯೆ 7338411983) ಅವರನ್ನು ಸಂಪರ್ಕಿಸಬಹುದು. ತಾಲೂಕುವಾರು ನೋಡಲ್ ಅಧಿಕಾರಿಗಳನ್ನು ಸಹ ನಿಯೋಜಿಸಿ ಮಾಡಲಾಗಿದೆ. ಚಾಮರಾಜನಗರ ತಾಲೂಕಿಗೆ ಮಹದೇವಸ್ವಾಮಿ (ಮೊಬೈಲ್ ಸಂಖ್ಯೆ 9844240296), ಗುಂಡ್ಲುಪೇಟೆ ತಾಲೂಕಿಗೆ ರಮೇಶ್ (ಮೊಬೈಲ್ ಸಂಖ್ಯೆ 9886463714), ಕೊಳ್ಳೇಗಾಲ ತಾಲೂಕಿಗೆ ಲೋಕೇಶ್ (ಮೊಬೈಲ್ ಸಂಖ್ಯೆ 9916749180), ಯಳಂದೂರು ತಾಲೂಕಿಗೆ ವಿಜಯ್ ಕುಮಾರ್ (ಮೊಬೈಲ್ ಸಂಖ್ಯೆ 9986601816), ಹನೂರು ತಾಲೂಕಿಗೆ ಕುಮಾರ್ (ಮೊಬೈಲ್ ಸಂಖ್ಯೆ 7892424019) ಅವರನ್ನು ನೋಡಲ್ ಅಧಿಕಾರಿಗಳನ್ನಾಗಿ ನೇಮಿಸಲಾಗಿದೆ. ವಿದ್ಯಾರ್ಥಿಗಳು ಈ ಸೇವೆಯ ಸದುಪಯೋಗ ಪಡೆದುಕೊಳ್ಳಬೇಕು ಎಂದು ಜಿಲ್ಲಾಧಿಕಾರಿಗಳು ತಿಳಿಸಿದ್ದಾರೆ.: [8, 381, 258, 551]
ration-heading: ಒಕ್ಕಲಿಗ ಸಮುದಾಯದ ಅಭಿವೃದ್ಧಿ ನಿಗಮದಿಂದ ಆಹಾರ ವಾಹಿನಿ ಯೋಜನೆಗೆ ಆಹ್ವಾನ: [756, 632, 932, 661]
section-title: ಮಂಡ್ಯ-ಮೈಸೂರು-ಚಾಮರಾಜನಗರ: [16, 26, 245, 48]
sslc-divider: [262, 316, 263, 876]
page-number-divider: [892, 6, 893, 50]
hospital-body-col2: ಪೂರ್ಣಗೊಳಿಸಿ ಎಲ್ಲರ ಹಿತಗಳನ್ನು ಕಾಪಾಡುವ ಕಾರ್ಯ ಮಾಡಬೇಕು. ಆಸ್ಪತ್ರೆಯ ಸಿಬ್ಬಂದಿ ರೋಗಿಗಳೊಂದಿಗೆ ಸೌಜನ್ಯದಿಂದ ವರ್ತಿಸಬೇಕು ಎಂದರು. ನಂತರ ಅಂಗನವಾಡಿ ಕೇಂದ್ರಕ್ಕೆ ಭೇಟಿ ನೀಡಿ ಮಕ್ಕಳಿಗೆ ನೀಡುವ ಆಹಾರದ ಗುಣಮಟ್ಟ ಪರಿಶೀಲಿಸಿದರು. 100 ಹಾಸಿಗೆಯುಳ್ಳ ಆಸ್ಪತ್ರೆಯ ಕಾಮಗಾರಿ ಪರಿಶೀಲಿಸಿ ಶೀಘ್ರ ಪೂರ್ಣಗೊಳಿಸಲು ಸೂಚಿಸಿದರು.: [174, 1343, 334, 1380]
award-headline: ಗೌರವ ಪ್ರಶಸ್ತಿ, ತಜ್ಞ ಪ್ರಶಸ್ತಿ, 2024ನೇ ಸಾಲಿನ ಪುಸ್ತಕ ಬಹುಮಾನ ಪ್ರದಾನ: [688, 1168, 842, 1200]
hospital-photo-illustration: [174, 1214, 334, 1330]
masthead-logo: [752, 4, 892, 40]
college-sports-heading: ಅಂತರ ಕಾಲೇಜುಗಳ ಪುರುಷರ ಕ್ರೀಡಾಕೂಟ: [756, 206, 905, 219]
channel-name: ಚಾಮರಾಜನಗರ/District Administration Chamarajanagar: [224, 1062, 392, 1085]
nutrition-headline: ಮಕ್ಕಳಿಗೆ ಪೌಷ್ಟಿಕ ಆಹಾರ ನೀಡಿ: [268, 321, 648, 365]
sun-icon: [798, 7, 812, 21]
section-banner: [8, 22, 708, 50]
logo-sanje: ಸಂಜೆ: [756, 4, 785, 24]
lead-photo-caption: ಎಚ್ಚರಿಸಿದರು. ದಲಿತ ಮುಖಂಡ ಜಿ.ಆರ್.ಸ್. ಪ್ರಭುಸ್ವಾಮಿ ಮಾತನಾಡಿದರು. ನಾಗಮೋಹನ್ ದಾಸ್ ವರದಿ ಸರ್ಕಾರಕ್ಕೆ ಒಳ ಪಿತೂರಿಯಾಗಿ ನಡೆದಿದೆ ಎಂದು ಕಿಡಿಕಾರಿದರು. ಸರ್ಕಾರ ವಿಚಾರಣೆ: [192, 274, 506, 280]
whatsapp-channel-link[interactable]: https://whatsapp.com/channel/0029VaDnM2V3wtb4rOZJ1e2j: [224, 1024, 425, 1047]
